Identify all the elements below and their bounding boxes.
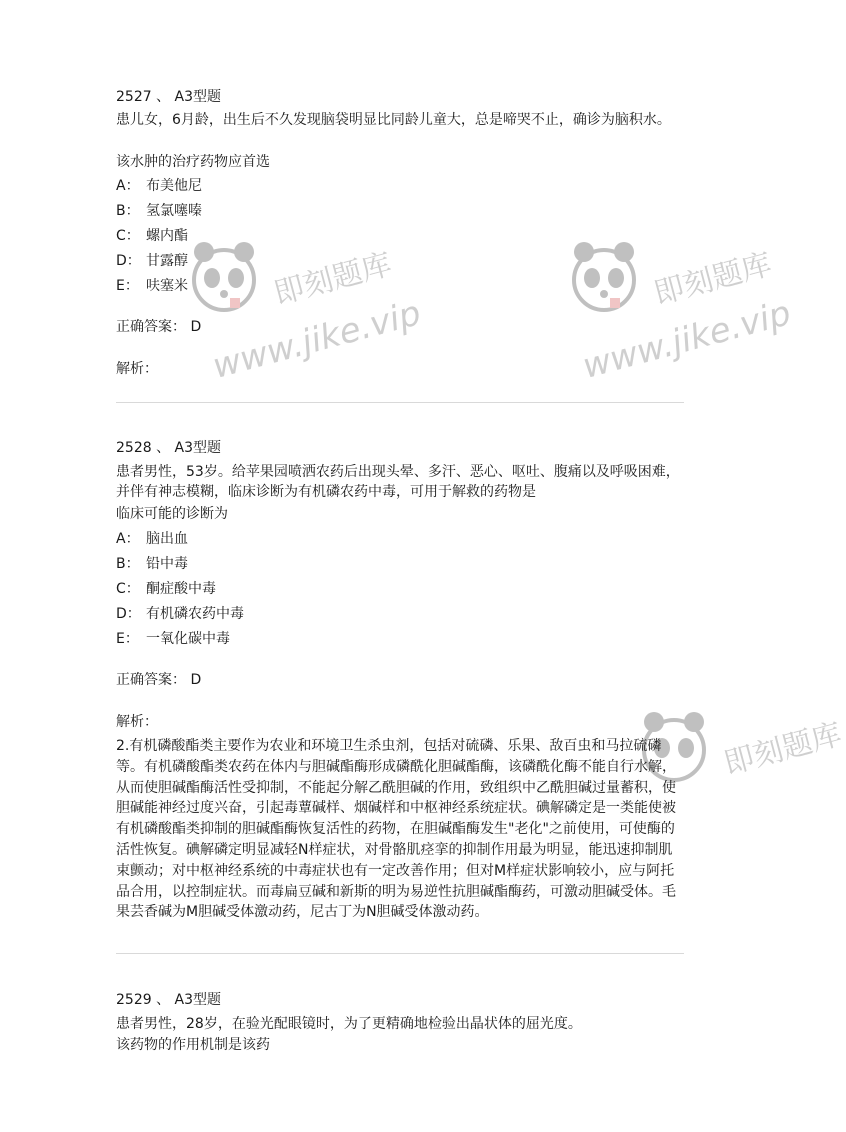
question-stem: 患者男性，28岁，在验光配眼镜时，为了更精确地检验出晶状体的屈光度。: [116, 1016, 582, 1032]
option-text: 脑出血: [146, 531, 188, 547]
option-b[interactable]: [116, 201, 202, 221]
option-letter: E：: [116, 278, 139, 294]
option-text: 螺内酯: [146, 228, 188, 244]
question-prompt: 该水肿的治疗药物应首选: [116, 154, 270, 170]
option-e[interactable]: [116, 629, 230, 649]
watermark-left: [190, 230, 430, 390]
option-letter: D：: [116, 606, 141, 622]
analysis-label: 解析：: [116, 714, 158, 730]
watermark-brand: 即刻题库: [720, 716, 846, 782]
question-stem: 患者男性，53岁。给苹果园喷洒农药后出现头晕、多汗、恶心、呕吐、腹痛以及呼吸困难，并伴有神志模糊，临床诊断为有机磷农药中毒，可用于解救的药物是: [116, 464, 680, 500]
correct-answer: 正确答案： D: [116, 319, 202, 335]
watermark-url: www.jike.vip: [208, 293, 426, 387]
panda-logo-icon: [570, 238, 640, 318]
option-text: 有机磷农药中毒: [146, 606, 244, 622]
question-header: 2528 、 A3型题: [116, 440, 222, 456]
option-letter: A：: [116, 531, 140, 547]
watermark-url: www.jike.vip: [578, 293, 796, 387]
question-prompt: 临床可能的诊断为: [116, 506, 228, 522]
option-letter: B：: [116, 556, 140, 572]
question-prompt: 该药物的作用机制是该药: [116, 1037, 270, 1053]
option-letter: E：: [116, 631, 139, 647]
option-letter: A：: [116, 178, 140, 194]
panda-logo-icon: [190, 238, 260, 318]
option-c[interactable]: [116, 579, 216, 599]
question-divider: [116, 402, 684, 403]
option-a[interactable]: [116, 176, 202, 196]
option-d[interactable]: [116, 251, 188, 271]
analysis-label: 解析：: [116, 361, 158, 377]
option-text: 布美他尼: [146, 178, 202, 194]
option-letter: C：: [116, 228, 140, 244]
option-text: 呋塞米: [146, 278, 188, 294]
option-text: 一氧化碳中毒: [146, 631, 230, 647]
watermark-right: [570, 230, 800, 390]
option-letter: C：: [116, 581, 140, 597]
option-text: 甘露醇: [146, 253, 188, 269]
correct-answer: 正确答案： D: [116, 672, 202, 688]
question-header: 2529 、 A3型题: [116, 992, 222, 1008]
question-stem: 患儿女，6月龄，出生后不久发现脑袋明显比同龄儿童大，总是啼哭不止，确诊为脑积水。: [116, 112, 671, 128]
watermark-brand: 即刻题库: [270, 246, 396, 312]
analysis-text: 2.有机磷酸酯类主要作为农业和环境卫生杀虫剂，包括对硫磷、乐果、敌百虫和马拉硫磷等。有机磷酸酯类农药在体内与胆碱酯酶形成磷酰化胆碱酯酶，该磷酰化酶不能自行水解，从而使胆碱酯酶活性受抑制，不能起分解乙酰胆碱的作用，致组织中乙酰胆碱过量蓄积，使胆碱能神经过度兴奋，引起毒蕈碱样、烟碱样和中枢神经系统症状。碘解磷定是一类能使被有机磷酸酯类抑制的胆碱酯酶恢复活性的药物，在胆碱酯酶发生"老化"之前使用，可使酶的活性恢复。碘解磷定明显减轻N样症状，对骨骼肌痉挛的抑制作用最为明显，能迅速抑制肌束颤动；对中枢神经系统的中毒症状也有一定改善作用；但对M样症状影响较小，应与阿托品合用，以控制症状。而毒扁豆碱和新斯的明为易逆性抗胆碱酯酶药，可激动胆碱受体。毛果芸香碱为M胆碱受体激动药，尼古丁为N胆碱受体激动药。: [116, 738, 676, 921]
option-a[interactable]: [116, 529, 188, 549]
option-letter: D：: [116, 253, 141, 269]
question-header: 2527 、 A3型题: [116, 89, 222, 105]
option-text: 氢氯噻嗪: [146, 203, 202, 219]
option-letter: B：: [116, 203, 140, 219]
option-text: 铅中毒: [146, 556, 188, 572]
option-text: 酮症酸中毒: [146, 581, 216, 597]
option-d[interactable]: [116, 604, 244, 624]
option-e[interactable]: [116, 276, 188, 296]
option-c[interactable]: [116, 226, 188, 246]
watermark-brand: 即刻题库: [650, 246, 776, 312]
option-b[interactable]: [116, 554, 188, 574]
question-divider: [116, 953, 684, 954]
